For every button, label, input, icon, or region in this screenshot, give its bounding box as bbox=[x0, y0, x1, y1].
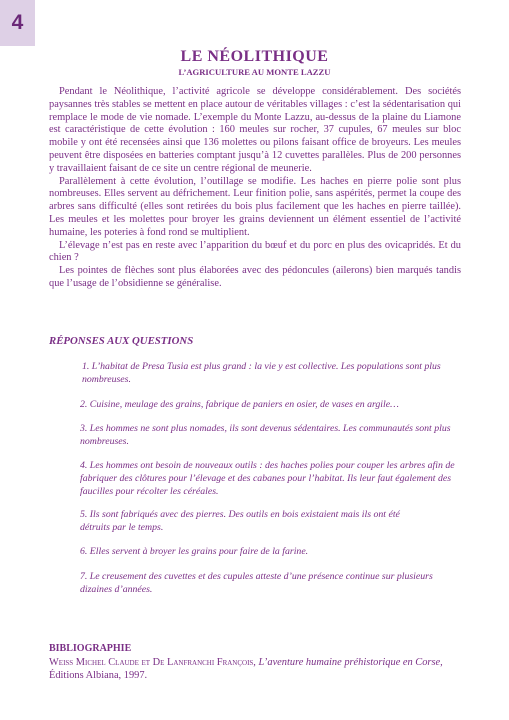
page-number: 4 bbox=[11, 11, 24, 34]
answer-item: 7. Le creusement des cuvettes et des cupules atteste d’une présence continue sur plusieurs dizaines d’années. bbox=[80, 571, 433, 595]
bibliography-entry bbox=[49, 656, 479, 682]
answer-item: 5. Ils sont fabriqués avec des pierres. Des outils en bois existaient mais ils ont été détruits par le temps. bbox=[80, 509, 400, 533]
page-subtitle: L’AGRICULTURE AU MONTE LAZZU bbox=[178, 67, 331, 77]
paragraph: Parallèlement à cette évolution, l’outillage se modifie. Les haches en pierre polie sont plus nombreuses. Elles servent au défrichement. Leur finition polie, sans aspérités, permet la coupe des arbres sans difficulté (elles sont retirées du bois plus facilement que les haches en pierre taillée). Les meules et les molettes pour broyer les grains deviennent un élément essentiel de l’activité humaine, les poteries à fond rond se multiplient. bbox=[49, 175, 461, 238]
paragraph: Pendant le Néolithique, l’activité agricole se développe considérablement. Des sociétés paysannes très stables se mettent en place autour de véritables villages : c’est la sédentarisation qui remplace le mode de vie nomade. L’exemple du Monte Lazzu, au-dessus de la plaine du Liamone est caractéristique de cette évolution : 160 meules sur rocher, 37 cupules, 67 meules sur bloc mobile y ont été recensées ainsi que 136 molettes ou pilons faisant office de broyeurs. Les meules peuvent être disposées en batteries comptant jusqu’à 12 cuvettes parallèles. Plus de 200 personnes y travaillaient faisant de ce site un centre régional de meunerie. bbox=[49, 86, 461, 174]
answer-item: 6. Elles servent à broyer les grains pour faire de la farine. bbox=[80, 546, 309, 557]
bibliography-authors: Weiss Michel Claude et De Lanfranchi François, bbox=[49, 657, 256, 668]
bibliography-publisher: Éditions Albiana, 1997. bbox=[49, 670, 148, 681]
bibliography-heading: BIBLIOGRAPHIE bbox=[49, 643, 132, 654]
answer-item: 2. Cuisine, meulage des grains, fabrique de paniers en osier, de vases en argile… bbox=[80, 399, 399, 410]
answer-item: 3. Les hommes ne sont plus nomades, ils sont devenus sédentaires. Les communautés sont plus nombreuses. bbox=[80, 423, 451, 447]
page-title: LE NÉOLITHIQUE bbox=[180, 48, 329, 65]
paragraph: Les pointes de flèches sont plus élaborées avec des pédoncules (ailerons) bien marqués tandis que l’usage de l’obsidienne se généralise. bbox=[49, 265, 461, 289]
answer-item: 4. Les hommes ont besoin de nouveaux outils : des haches polies pour couper les arbres afin de fabriquer des clôtures pour l’élevage et des cabanes pour l’habitat. Ils leur faut également des faucilles pour récolter les céréales. bbox=[80, 460, 455, 497]
article-body bbox=[49, 86, 461, 291]
answer-item: 1. L’habitat de Presa Tusia est plus grand : la vie y est collective. Les populations sont plus nombreuses. bbox=[82, 361, 441, 385]
answers-heading: RÉPONSES AUX QUESTIONS bbox=[49, 335, 194, 347]
bibliography-book-title: L’aventure humaine préhistorique en Corse, bbox=[258, 657, 443, 668]
page-number-tab bbox=[0, 0, 35, 46]
paragraph: L’élevage n’est pas en reste avec l’apparition du bœuf et du porc en plus des ovicapridés. Et du chien ? bbox=[49, 239, 461, 264]
